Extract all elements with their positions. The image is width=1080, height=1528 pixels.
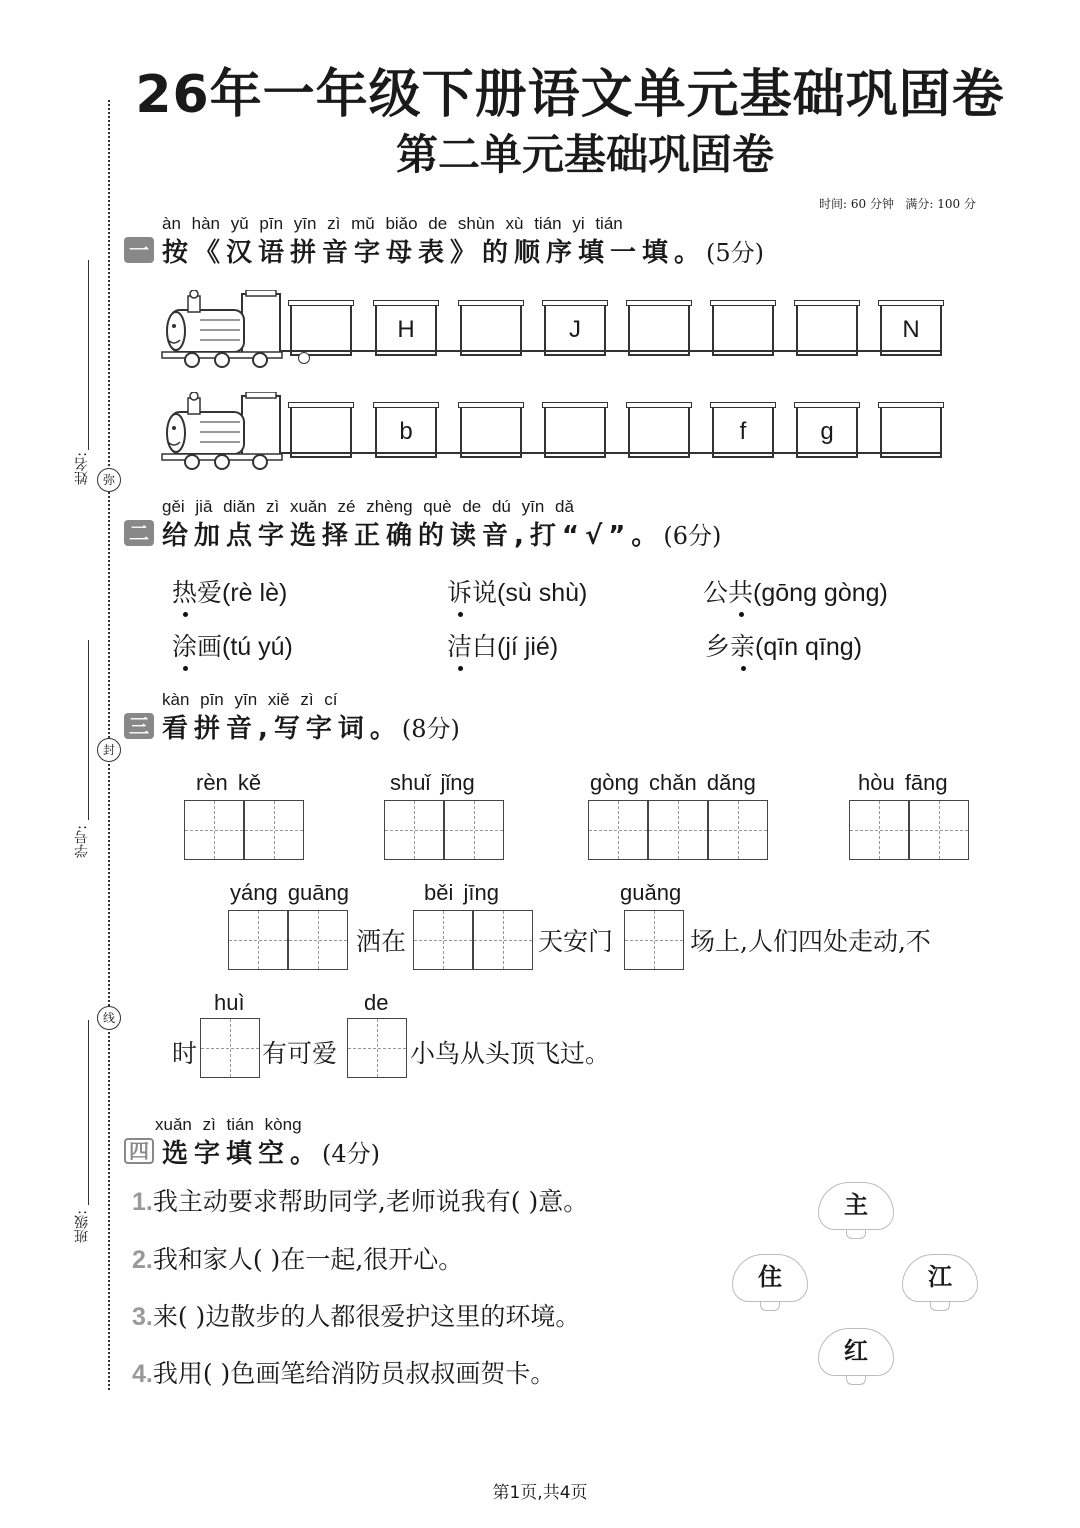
page-subtitle: 第二单元基础巩固卷 [395, 130, 774, 179]
fill-question-4[interactable]: 4.我用( )色画笔给消防员叔叔画贺卡。 [132, 1359, 556, 1388]
tianzige-box[interactable] [288, 910, 348, 970]
section4-heading [124, 1131, 380, 1171]
sentence-text-6: 小鸟从头顶飞过。 [410, 1039, 611, 1068]
reading-item-1[interactable]: 热爱(rè lè) [172, 573, 287, 609]
train-car-1-8[interactable]: N [880, 304, 942, 356]
fill-question-3[interactable]: 3.来( )边散步的人都很爱护这里的环境。 [132, 1302, 581, 1331]
word-pinyin-4: hòu fāng [858, 770, 948, 795]
tianzige-box[interactable] [413, 910, 473, 970]
word-pinyin-3: gòng chǎn dǎng [590, 770, 756, 795]
train-car-1-4[interactable]: J [544, 304, 606, 356]
section3-title: 看拼音,写字词。 [162, 713, 402, 744]
sentence-pinyin-4: huì [214, 990, 245, 1015]
mushroom-choice-2: 住 [732, 1254, 808, 1312]
class-label: 班级: [74, 1210, 90, 1243]
train-car-2-5[interactable] [628, 406, 690, 458]
section3-score: (8分) [401, 714, 460, 743]
sentence-text-3: 场上,人们四处走动,不 [690, 927, 931, 956]
tianzige-box[interactable] [473, 910, 533, 970]
section2-score: (6分) [663, 521, 722, 550]
train-car-1-1[interactable] [290, 304, 352, 356]
sentence-text-1: 洒在 [356, 927, 407, 956]
tianzige-box[interactable] [648, 800, 708, 860]
tianzige-box[interactable] [444, 800, 504, 860]
sentence-pinyin-5: de [364, 990, 389, 1015]
train-car-2-8[interactable] [880, 406, 942, 458]
tianzige-box[interactable] [347, 1018, 407, 1078]
tianzige-box[interactable] [708, 800, 768, 860]
sentence-pinyin-1: yáng guāng [230, 880, 349, 905]
train-car-1-3[interactable] [460, 304, 522, 356]
section1-pinyin: àn hàn yǔ pīn yīn zì mǔ biǎo de shùn xù tián yi tián [162, 214, 623, 233]
time-score-info [819, 195, 976, 212]
section1-heading [124, 230, 764, 270]
fill-question-1[interactable]: 1.我主动要求帮助同学,老师说我有( )意。 [132, 1187, 589, 1216]
tianzige-box[interactable] [200, 1018, 260, 1078]
tianzige-box[interactable] [624, 910, 684, 970]
train-car-2-7[interactable]: g [796, 406, 858, 458]
reading-item-4[interactable]: 涂画(tú yú) [172, 627, 293, 663]
section1-score: (5分) [706, 238, 765, 267]
section-number-icon: 一 [124, 237, 154, 263]
page-number: 第1页,共4页 [492, 1483, 588, 1503]
tianzige-box[interactable] [244, 800, 304, 860]
word-pinyin-2: shuǐ jǐng [390, 770, 475, 795]
reading-item-6[interactable]: 乡亲(qīn qīng) [705, 627, 862, 663]
train-car-2-3[interactable] [460, 406, 522, 458]
train-row-1 [160, 290, 950, 370]
section4-pinyin: xuǎn zì tián kòng [155, 1115, 302, 1134]
tianzige-box[interactable] [588, 800, 648, 860]
sentence-pinyin-2: běi jīng [424, 880, 499, 905]
tianzige-box[interactable] [228, 910, 288, 970]
train-car-2-6[interactable]: f [712, 406, 774, 458]
train-engine-icon [160, 392, 285, 472]
sentence-pinyin-3: guǎng [620, 880, 682, 905]
section2-pinyin: gěi jiā diǎn zì xuǎn zé zhèng què de dú yīn dǎ [162, 497, 574, 516]
mushroom-choice-1: 主 [818, 1182, 894, 1240]
score-label: 满分: 100 分 [905, 197, 976, 211]
section3-pinyin: kàn pīn yīn xiě zì cí [162, 690, 338, 709]
time-label: 时间: 60 分钟 [819, 197, 894, 211]
mushroom-choice-3: 江 [902, 1254, 978, 1312]
train-car-2-1[interactable] [290, 406, 352, 458]
section2-heading [124, 513, 721, 553]
name-line[interactable] [88, 260, 89, 450]
class-line[interactable] [88, 1020, 89, 1205]
section-number-icon: 二 [124, 520, 154, 546]
train-row-2 [160, 392, 950, 472]
sentence-text-5: 有可爱 [262, 1039, 338, 1068]
train-car-1-6[interactable] [712, 304, 774, 356]
word-pinyin-1: rèn kě [196, 770, 262, 795]
section4-score: (4分) [322, 1139, 381, 1168]
section-number-icon: 三 [124, 713, 154, 739]
fill-question-2[interactable]: 2.我和家人( )在一起,很开心。 [132, 1245, 464, 1274]
seal-char-mi: 弥 [97, 468, 121, 492]
train-car-1-5[interactable] [628, 304, 690, 356]
train-car-2-4[interactable] [544, 406, 606, 458]
train-engine-icon [160, 290, 285, 370]
section4-title: 选字填空。 [162, 1138, 323, 1169]
sentence-text-4: 时 [172, 1039, 198, 1068]
tianzige-box[interactable] [184, 800, 244, 860]
section3-heading [124, 706, 460, 746]
id-line[interactable] [88, 640, 89, 820]
name-label: 姓名: [74, 452, 90, 485]
seal-char-feng: 封 [97, 738, 121, 762]
reading-item-2[interactable]: 诉说(sù shù) [447, 573, 587, 609]
reading-item-5[interactable]: 洁白(jí jié) [447, 627, 558, 663]
section1-title: 按《汉语拼音字母表》的顺序填一填。 [162, 237, 707, 268]
sentence-text-2: 天安门 [538, 927, 614, 956]
section2-title: 给加点字选择正确的读音,打“√”。 [162, 520, 664, 551]
reading-item-3[interactable]: 公共(gōng gòng) [703, 573, 888, 609]
mushroom-choice-4: 红 [818, 1328, 894, 1386]
id-label: 学号: [74, 825, 90, 858]
train-car-1-2[interactable]: H [375, 304, 437, 356]
tianzige-box[interactable] [849, 800, 909, 860]
tianzige-box[interactable] [384, 800, 444, 860]
train-car-1-7[interactable] [796, 304, 858, 356]
page-title: 26年一年级下册语文单元基础巩固卷 [135, 65, 1005, 125]
train-car-2-2[interactable]: b [375, 406, 437, 458]
section-number-icon: 四 [124, 1138, 154, 1164]
tianzige-box[interactable] [909, 800, 969, 860]
seal-char-xian: 线 [97, 1006, 121, 1030]
